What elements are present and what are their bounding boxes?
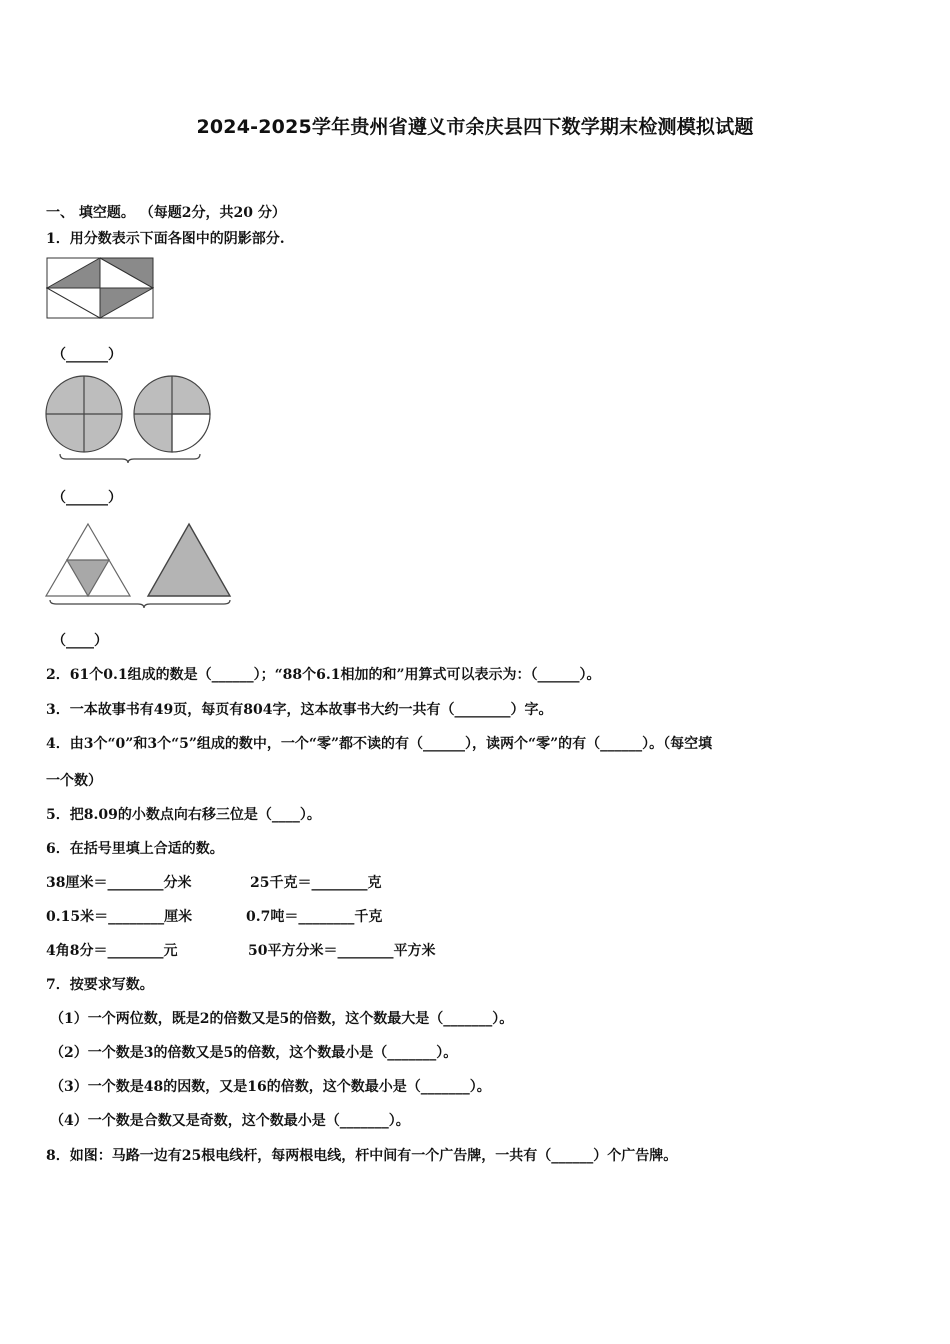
conversion-item: 0.7吨＝________千克 [246,909,383,925]
rectangle-figure [46,257,154,319]
answer-blank[interactable]: （____） [52,633,108,649]
circles-figure [44,374,216,464]
question-5: 5．把8.09的小数点向右移三位是（____）。 [46,807,321,823]
sub-question: （3）一个数是48的因数，又是16的倍数，这个数最小是（_______）。 [50,1079,491,1095]
page-title: 2024-2025学年贵州省遵义市余庆县四下数学期末检测模拟试题 [196,116,754,138]
question-8: 8．如图：马路一边有25根电线杆，每两根电线，杆中间有一个广告牌，一共有（______）个广告牌。 [46,1148,678,1164]
conversion-item: 50平方分米＝________平方米 [248,943,436,959]
question-3: 3．一本故事书有49页，每页有804字，这本故事书大约一共有（________）字。 [46,702,553,718]
question-4-continued: 一个数） [46,773,102,789]
conversion-item: 25千克＝________克 [250,875,382,891]
answer-blank[interactable]: （______） [52,490,122,506]
answer-blank[interactable]: （______） [52,347,122,363]
conversion-item: 4角8分＝________元 [46,943,178,959]
conversion-item: 38厘米＝________分米 [46,875,192,891]
question-4: 4．由3个“0”和3个“5”组成的数中，一个“零”都不读的有（______），读两个“零”的有（______）。（每空填 [46,736,713,752]
sub-question: （4）一个数是合数又是奇数，这个数最小是（_______）。 [50,1113,410,1129]
question-7-stem: 7．按要求写数。 [46,977,154,993]
triangles-figure [44,520,236,610]
conversion-item: 0.15米＝________厘米 [46,909,193,925]
question-6-stem: 6．在括号里填上合适的数。 [46,841,224,857]
section-heading: 一、 填空题。 （每题2分，共20 分） [46,205,286,221]
question-1-stem: 1．用分数表示下面各图中的阴影部分. [46,231,285,247]
sub-question: （1）一个两位数，既是2的倍数又是5的倍数，这个数最大是（_______）。 [50,1011,514,1027]
sub-question: （2）一个数是3的倍数又是5的倍数，这个数最小是（_______）。 [50,1045,458,1061]
question-2: 2．61个0.1组成的数是（______）；“88个6.1相加的和”用算式可以表示为：（______）。 [46,667,601,683]
brace [60,454,200,463]
brace [50,600,230,608]
